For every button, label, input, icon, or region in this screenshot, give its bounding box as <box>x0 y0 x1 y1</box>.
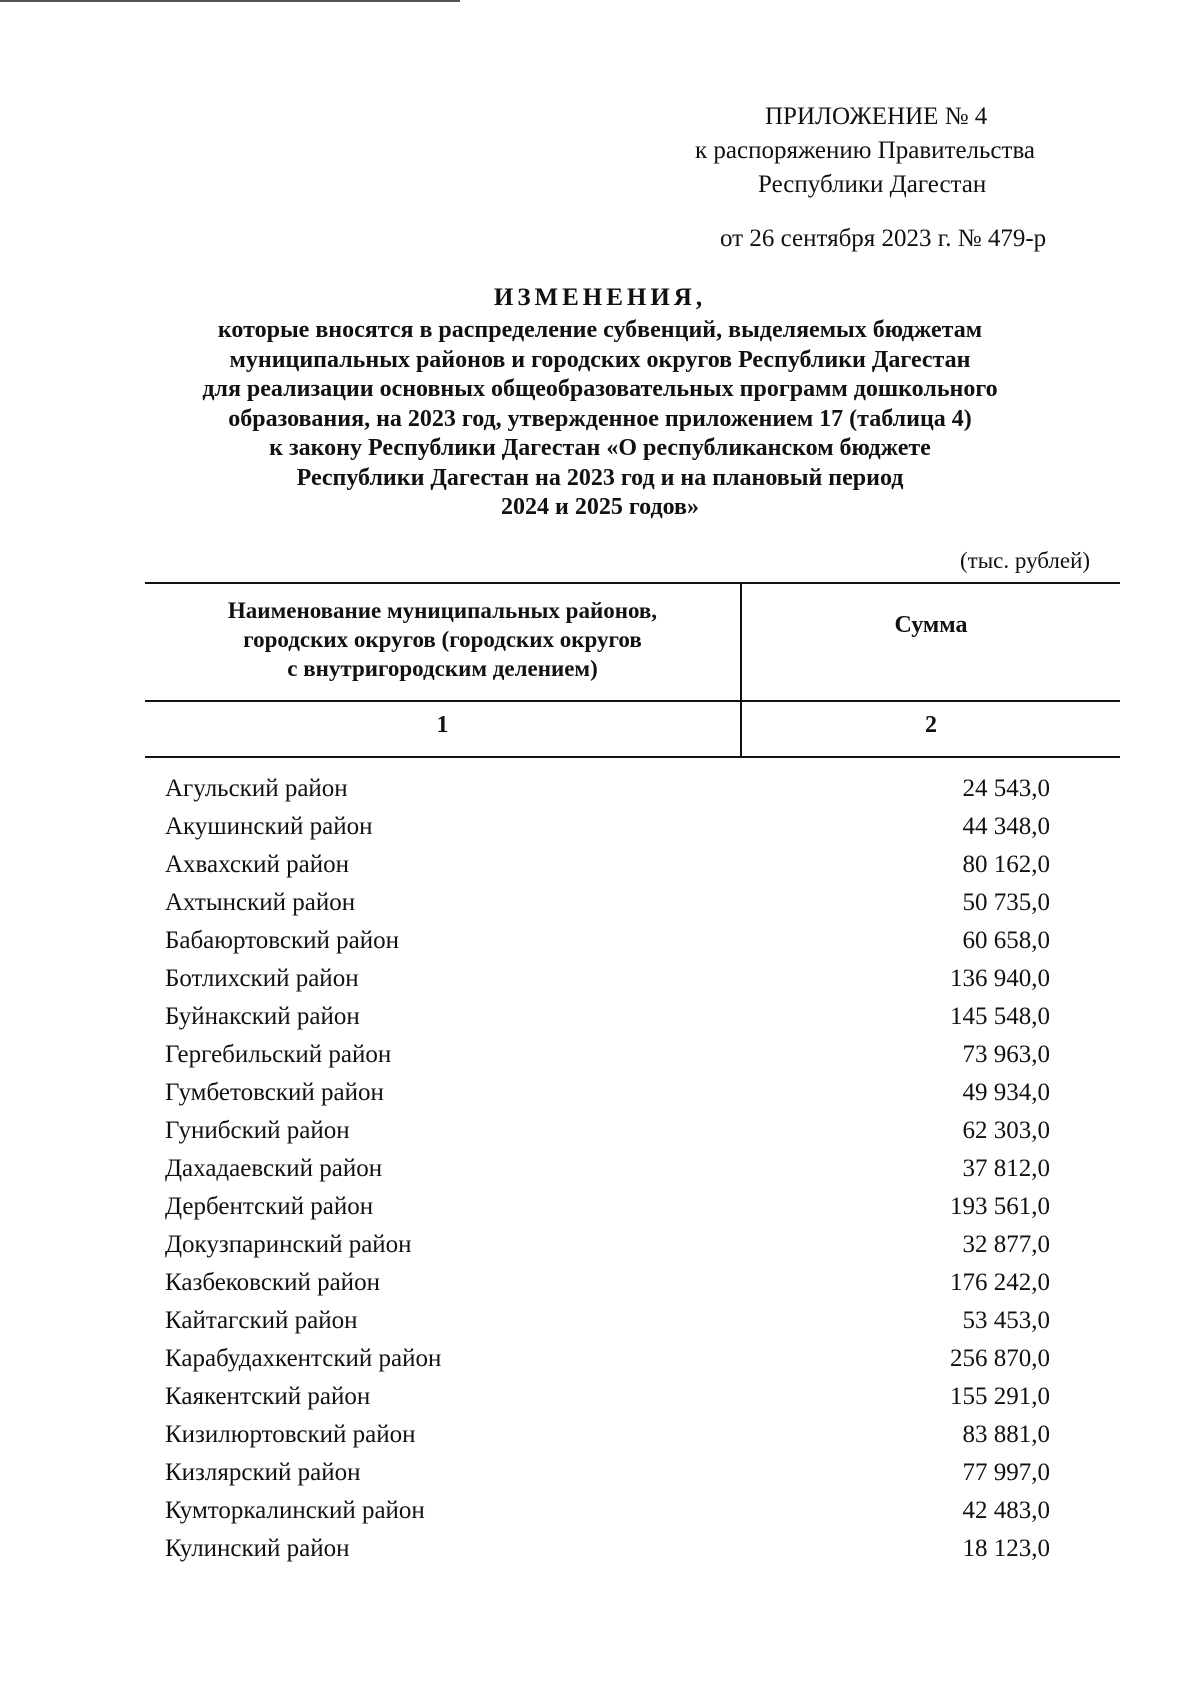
table-row <box>165 1074 1065 1112</box>
district-name: Акушинский район <box>165 813 373 840</box>
title-line: которые вносятся в распределение субвенций, выделяемых бюджетам <box>217 317 983 343</box>
district-sum: 24 543,0 <box>962 775 1050 802</box>
district-name: Кумторкалинский район <box>165 1497 425 1524</box>
district-sum: 155 291,0 <box>950 1383 1050 1410</box>
district-sum: 136 940,0 <box>950 965 1050 992</box>
district-sum: 73 963,0 <box>962 1041 1050 1068</box>
table-row <box>165 1340 1065 1378</box>
appendix-order-ref: к распоряжению Правительства <box>695 137 1036 164</box>
district-name: Докузпаринский район <box>165 1231 412 1258</box>
district-name: Гумбетовский район <box>165 1079 384 1106</box>
district-name: Дахадаевский район <box>165 1155 383 1182</box>
table-row <box>165 1302 1065 1340</box>
district-sum: 80 162,0 <box>962 851 1050 878</box>
units-label: (тыс. рублей) <box>960 548 1091 573</box>
district-sum: 60 658,0 <box>962 927 1050 954</box>
table-header <box>145 582 1120 758</box>
title-line: Республики Дагестан на 2023 год и на плановый период <box>296 464 904 491</box>
table-body <box>165 770 1065 1568</box>
district-name: Каякентский район <box>165 1383 371 1410</box>
table-row <box>165 1530 1065 1568</box>
table-row <box>165 1454 1065 1492</box>
district-name: Карабудахкентский район <box>165 1345 442 1372</box>
title-line: муниципальных районов и городских округов Республики Дагестан <box>229 346 971 373</box>
district-name: Кизлярский район <box>165 1459 361 1486</box>
header-name-line: городских округов (городских округов <box>243 627 642 652</box>
district-name: Ахвахский район <box>165 851 350 878</box>
header-name-line: с внутригородским делением) <box>287 656 598 681</box>
district-name: Кайтагский район <box>165 1307 358 1334</box>
district-name: Дербентский район <box>165 1193 374 1220</box>
district-name: Бабаюртовский район <box>165 927 399 954</box>
table-row <box>165 1226 1065 1264</box>
district-sum: 83 881,0 <box>962 1421 1050 1448</box>
district-sum: 62 303,0 <box>962 1117 1050 1144</box>
document-title <box>100 280 1100 523</box>
district-name: Кизилюртовский район <box>165 1421 416 1448</box>
district-name: Гунибский район <box>165 1117 350 1144</box>
district-sum: 37 812,0 <box>962 1155 1050 1182</box>
table-row <box>165 998 1065 1036</box>
table-row <box>165 922 1065 960</box>
table-row <box>165 960 1065 998</box>
district-name: Буйнакский район <box>165 1003 360 1030</box>
district-sum: 44 348,0 <box>962 813 1050 840</box>
district-name: Гергебильский район <box>165 1041 392 1068</box>
title-line: к закону Республики Дагестан «О республиканском бюджете <box>269 435 931 461</box>
table-row <box>165 1188 1065 1226</box>
table-row <box>165 1036 1065 1074</box>
column-number-1: 1 <box>436 712 449 738</box>
table-row <box>165 1416 1065 1454</box>
district-sum: 256 870,0 <box>950 1345 1050 1372</box>
district-sum: 53 453,0 <box>962 1307 1050 1334</box>
table-row <box>165 846 1065 884</box>
appendix-number: ПРИЛОЖЕНИЕ № 4 <box>765 103 988 130</box>
district-name: Казбековский район <box>165 1269 380 1296</box>
district-name: Агульский район <box>165 775 348 802</box>
district-sum: 32 877,0 <box>962 1231 1050 1258</box>
table-row <box>165 1264 1065 1302</box>
header-divider <box>145 700 1120 702</box>
district-sum: 193 561,0 <box>950 1193 1050 1220</box>
district-name: Ахтынский район <box>165 889 356 916</box>
title-line: образования, на 2023 год, утвержденное приложением 17 (таблица 4) <box>228 405 972 432</box>
district-sum: 176 242,0 <box>950 1269 1050 1296</box>
district-name: Кулинский район <box>165 1535 350 1562</box>
district-sum: 18 123,0 <box>962 1535 1050 1562</box>
title-line: 2024 и 2025 годов» <box>501 494 699 520</box>
table-row <box>165 1378 1065 1416</box>
district-sum: 50 735,0 <box>962 889 1050 916</box>
scan-edge-line <box>0 0 460 2</box>
title-heading: ИЗМЕНЕНИЯ, <box>493 284 707 311</box>
subsidy-table <box>145 582 1120 758</box>
header-sum-column: Сумма <box>894 612 968 638</box>
district-sum: 145 548,0 <box>950 1003 1050 1030</box>
appendix-republic: Республики Дагестан <box>758 171 987 198</box>
table-row <box>165 884 1065 922</box>
header-name-line: Наименование муниципальных районов, <box>227 598 658 623</box>
district-name: Ботлихский район <box>165 965 359 992</box>
header-name-column <box>145 596 740 683</box>
appendix-block <box>660 100 1160 256</box>
appendix-date: от 26 сентября 2023 г. № 479-р <box>720 225 1047 252</box>
district-sum: 42 483,0 <box>962 1497 1050 1524</box>
table-row <box>165 770 1065 808</box>
column-number-2: 2 <box>925 712 937 738</box>
district-sum: 77 997,0 <box>962 1459 1050 1486</box>
table-row <box>165 1492 1065 1530</box>
table-row <box>165 1112 1065 1150</box>
title-line: для реализации основных общеобразовательных программ дошкольного <box>202 376 998 402</box>
table-row <box>165 1150 1065 1188</box>
district-sum: 49 934,0 <box>962 1079 1050 1106</box>
table-row <box>165 808 1065 846</box>
